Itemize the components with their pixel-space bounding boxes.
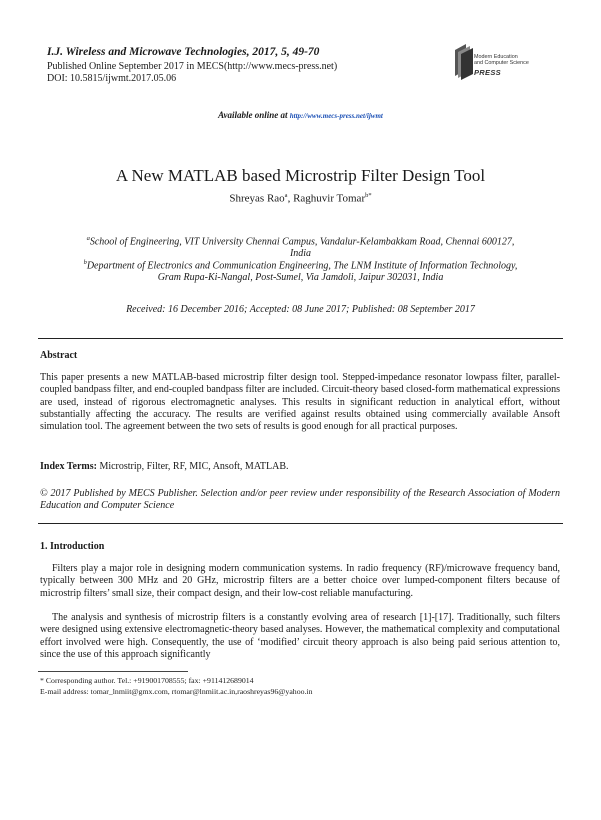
journal-title [47,46,319,58]
availability-label: Available online at [218,110,290,120]
divider [38,523,563,524]
affil-a-line1: School of Engineering, VIT University Chennai Campus, Vandalur-Kelambakkam Road, Chennai 600127, [89,236,515,248]
affil-b-line1: Department of Electronics and Communication Engineering, The LNM Institute of Information Technology, [86,260,518,272]
index-terms [40,461,560,473]
abstract-text: This paper presents a new MATLAB-based microstrip filter design tool. Stepped-impedance resonator lowpass filter, parallel-coupled bandpass filter, and end-coupled bandpass filter are included. Circuit-theory based closed-form mathematical expressions are used, instead of rigorous electromagnetic analyses. This results in significant reduction in analytical effort, without substantially affecting the accuracy. The results are verified against results obtained using commercially available Ansoft simulation tool. The agreement between the two sets of results is good enough for all practical purposes. [40,372,560,433]
affil-b-mark: b [83,259,87,266]
author-separator: , [287,192,294,205]
journal-url-link[interactable]: http://www.mecs-press.net/ijwmt [289,112,383,120]
email-addresses: E-mail address: tomar_lnmiit@gmx.com, rtomar@lnmiit.ac.in,raoshreyas96@yahoo.in [40,687,313,696]
affil-a-line2: India [289,248,312,260]
publisher-logo [452,38,558,92]
intro-paragraph-1: Filters play a major role in designing modern communication systems. In radio frequency (RF)/microwave frequency band, typically between 300 MHz and 20 GHz, microstrip filters are a better choice over lumped-component filters because of microstrip filters’ small size, their compact design, and their low-cost reliable manufacturing. [40,563,560,599]
copyright-note: © 2017 Published by MECS Publisher. Selection and/or peer review under responsibility of the Research Association of Modern Education and Computer Science [40,488,560,512]
corresponding-author-note: * Corresponding author. Tel.: +919001708555; fax: +911412689014 [40,676,254,685]
affil-a-mark: a [86,235,90,242]
author-1: Shreyas Rao [229,192,285,205]
paper-title: A New MATLAB based Microstrip Filter Design Tool [115,166,486,185]
author-list [0,192,601,205]
author-2-mark: b* [365,192,372,199]
logo-press: PRESS [474,68,501,77]
journal-volume: , 2017, 5, 49-70 [246,46,320,58]
intro-paragraph-2: The analysis and synthesis of microstrip filters is a constantly evolving area of research [1]-[17]. Traditionally, such filters were designed using extensive electromagnetic-theory based analyses. However, the mathematical complexity and computational effort involved were high. Consequently, the use of ‘modified’ circuit theory approach is also being paid serious attention to, since the use of this approach significantly [40,612,560,660]
publication-line: Published Online September 2017 in MECS(http://www.mecs-press.net) [47,61,338,72]
affiliation-b [40,257,561,284]
journal-name: I.J. Wireless and Microwave Technologies [47,46,247,58]
availability-line [0,110,601,120]
index-terms-label: Index Terms: [40,461,97,472]
author-2: Raghuvir Tomar [293,192,366,205]
abstract-heading: Abstract [40,350,78,361]
introduction-heading: 1. Introduction [40,541,105,552]
logo-line1: Modern Education [474,54,518,60]
author-1-mark: a [284,192,288,199]
doi-line: DOI: 10.5815/ijwmt.2017.05.06 [47,73,177,84]
book-icon [452,42,476,82]
affil-b-line2: Gram Rupa-Ki-Nangal, Post-Sumel, Via Jamdoli, Jaipur 302031, India [157,272,444,284]
publication-dates: Received: 16 December 2016; Accepted: 08 June 2017; Published: 08 September 2017 [126,304,475,315]
divider [38,338,563,339]
logo-line2: and Computer Science [474,60,529,66]
index-terms-list: Microstrip, Filter, RF, MIC, Ansoft, MATLAB. [96,461,289,472]
footnote-rule [38,671,188,672]
logo-text [474,54,529,66]
